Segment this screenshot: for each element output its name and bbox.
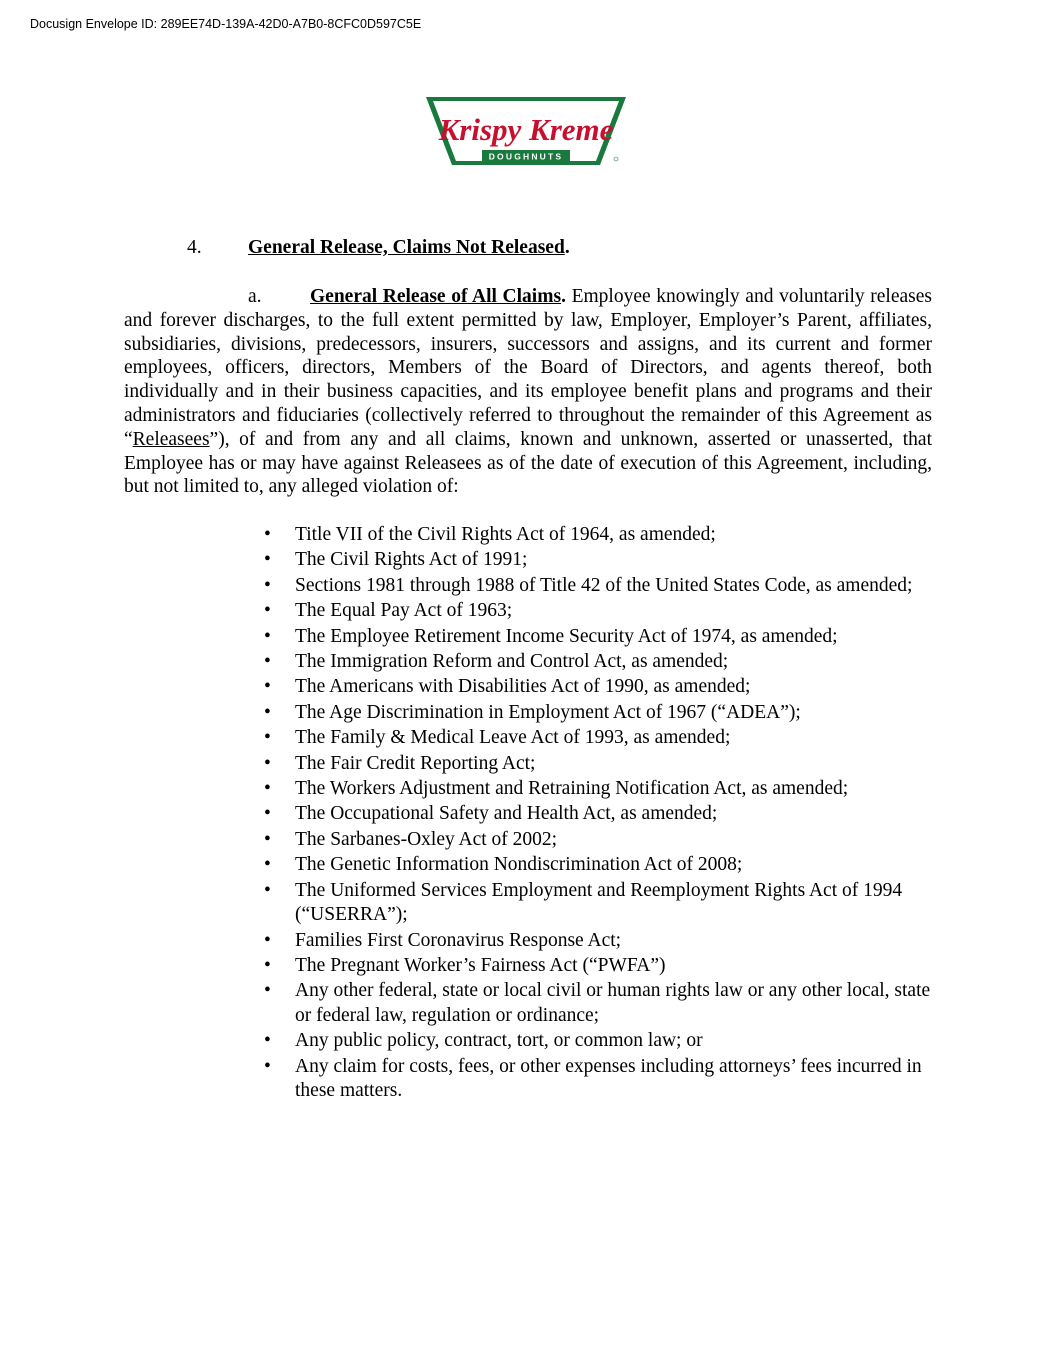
list-item: • The Employee Retirement Income Security Act of 1974, as amended; [295,625,935,649]
list-item: • The Workers Adjustment and Retraining Notification Act, as amended; [295,777,935,801]
list-item: • The Pregnant Worker’s Fairness Act (“PWFA”) [295,954,935,978]
general-release-paragraph [124,285,932,499]
list-item: • Families First Coronavirus Response Act; [295,929,935,953]
list-item: • Any public policy, contract, tort, or common law; or [295,1029,935,1053]
svg-text:Krispy Kreme: Krispy Kreme [438,112,614,147]
list-item: • The Family & Medical Leave Act of 1993, as amended; [295,726,935,750]
list-item: • The Immigration Reform and Control Act, as amended; [295,650,935,674]
subsection-title: General Release of All Claims [310,286,562,307]
list-item: • The Equal Pay Act of 1963; [295,599,935,623]
section-title-text: General Release, Claims Not Released [248,237,565,258]
claims-list [295,523,935,1104]
list-item: • The Civil Rights Act of 1991; [295,548,935,572]
list-item: • The Fair Credit Reporting Act; [295,752,935,776]
section-number: 4. [187,237,202,258]
logo-graphic [424,95,628,167]
paragraph-text-before: Employee knowingly and voluntarily releases and forever discharges, to the full extent permitted by law, Employer, Employer’s Parent, affiliates, subsidiaries, divisions, predecessors, insurers, successors and assigns, and its current and former employees, officers, directors, Members of the Board of Directors, and agents thereof, both individually and in their business capacities, and its employee benefit plans and programs and their administrators and fiduciaries (collectively referred to throughout the remainder of this Agreement as “ [124,286,932,450]
list-item: • The Age Discrimination in Employment Act of 1967 (“ADEA”); [295,701,935,725]
list-item: • Any claim for costs, fees, or other expenses including attorneys’ fees incurred in these matters. [295,1055,935,1104]
list-item: • The Sarbanes-Oxley Act of 2002; [295,828,935,852]
defined-term-releasees: Releasees [132,428,210,450]
list-item: • The Genetic Information Nondiscrimination Act of 2008; [295,853,935,877]
list-item: • The Americans with Disabilities Act of 1990, as amended; [295,675,935,699]
list-item: • The Occupational Safety and Health Act, as amended; [295,802,935,826]
svg-text:DOUGHNUTS: DOUGHNUTS [488,151,564,162]
section-title [248,237,570,259]
envelope-id: Docusign Envelope ID: 289EE74D-139A-42D0-A7B0-8CFC0D597C5E [30,17,422,31]
list-item: • Any other federal, state or local civil or human rights law or any other local, state or federal law, regulation or ordinance; [295,979,935,1028]
subsection-title-period: . [561,286,566,307]
subsection-label: a. [248,286,262,307]
list-item: • Sections 1981 through 1988 of Title 42 of the United States Code, as amended; [295,574,935,598]
paragraph-text-after: ”), of and from any and all claims, known and unknown, asserted or unasserted, that Employee has or may have against Releasees as of the date of execution of this Agreement, including, but not limited to, any alleged violation of: [124,428,932,498]
list-item: • Title VII of the Civil Rights Act of 1964, as amended; [295,523,935,547]
krispy-kreme-logo [424,95,628,167]
list-item: • The Uniformed Services Employment and Reemployment Rights Act of 1994 (“USERRA”); [295,879,935,928]
section-title-period: . [564,237,570,258]
